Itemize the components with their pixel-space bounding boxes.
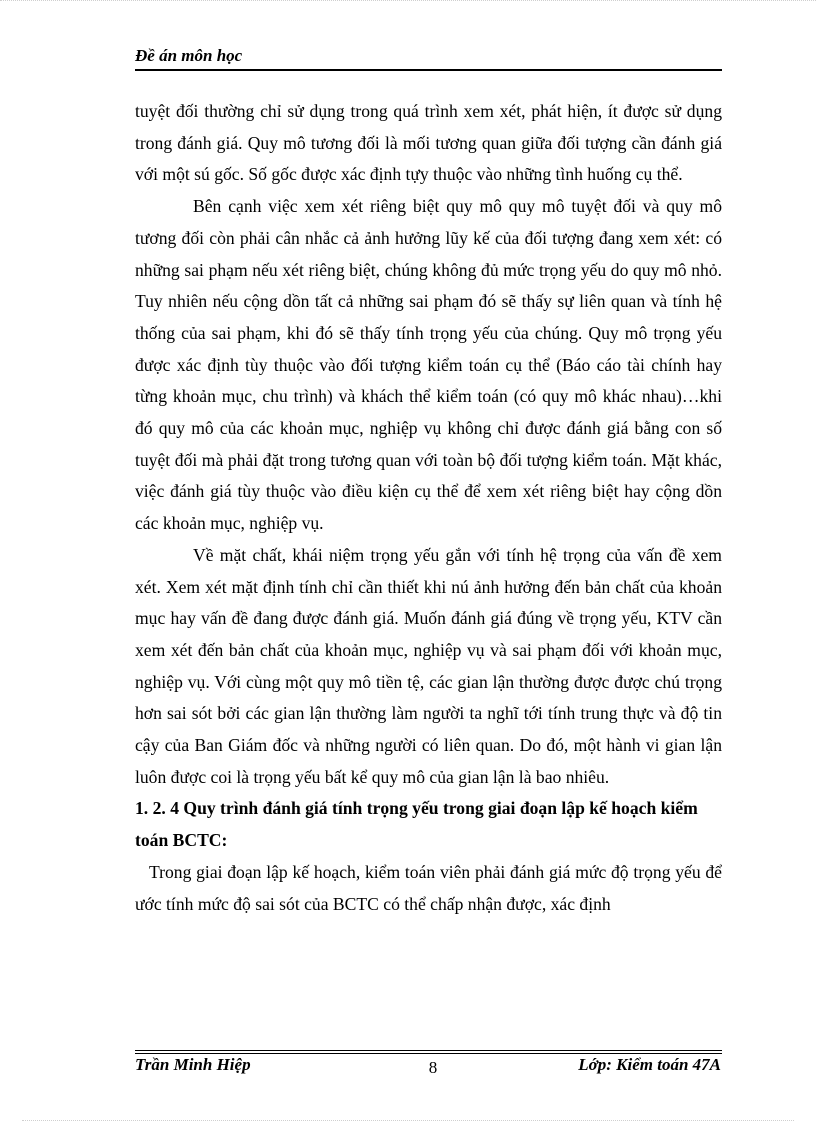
footer-rule-bottom (135, 1053, 722, 1054)
body-text (135, 96, 722, 920)
paragraph-planning: Trong giai đoạn lập kế hoạch, kiểm toán viên phải đánh giá mức độ trọng yếu để ước tính mức độ sai sót của BCTC có thể chấp nhận được, xác định (135, 861, 722, 914)
footer-class: Lớp: Kiểm toán 47A (578, 1055, 721, 1074)
paragraph-continuation: tuyệt đối thường chỉ sử dụng trong quá trình xem xét, phát hiện, ít được sử dụng trong đánh giá. Quy mô tương đối là mối tương quan giữa đối tượng cần đánh giá với một sú gốc. Số gốc được xác định tựy thuộc vào những tình huống cụ thể. (135, 101, 722, 185)
footer-rule-top (135, 1050, 722, 1051)
page-border-bottom (22, 1120, 794, 1121)
footer-author: Trần Minh Hiệp (135, 1055, 251, 1074)
section-heading: 1. 2. 4 Quy trình đánh giá tính trọng yếu trong giai đoạn lập kế hoạch kiểm toán BCTC: (135, 798, 698, 851)
header-rule (135, 69, 722, 71)
paragraph-cumulative-effect: Bên cạnh việc xem xét riêng biệt quy mô quy mô tuyệt đối và quy mô tương đối còn phải cân nhắc cả ảnh hưởng lũy kế của đối tượng đang xem xét: có những sai phạm nếu xét riêng biệt, chúng không đủ mức trọng yếu do quy mô nhỏ. Tuy nhiên nếu cộng dồn tất cả những sai phạm đó sẽ thấy sự liên quan và tính hệ thống của sai phạm, khi đó sẽ thấy tính trọng yếu của chúng. Quy mô trọng yếu được xác định tùy thuộc vào đối tượng kiểm toán cụ thể (Báo cáo tài chính hay từng khoản mục, chu trình) và khách thể kiểm toán (có quy mô khác nhau)…khi đó quy mô của các khoản mục, nghiệp vụ không chỉ được đánh giá bằng con số tuyệt đối mà phải đặt trong tương quan với toàn bộ đối tượng kiểm toán. Mặt khác, việc đánh giá tùy thuộc vào điều kiện cụ thể để xem xét riêng biệt hay cộng dồn các khoản mục, nghiệp vụ. (135, 196, 722, 534)
page-number: 8 (428, 1058, 438, 1077)
header-title: Đề án môn học (135, 46, 243, 65)
page-border-top (0, 0, 816, 1)
paragraph-qualitative: Về mặt chất, khái niệm trọng yếu gắn với tính hệ trọng của vấn đề xem xét. Xem xét mặt định tính chỉ cần thiết khi nú ảnh hưởng đến bản chất của khoản mục hay vấn đề đang được đánh giá. Muốn đánh giá đúng về trọng yếu, KTV cần xem xét đến bản chất của khoản mục, nghiệp vụ và sai phạm đối với khoản mục, nghiệp vụ. Với cùng một quy mô tiền tệ, các gian lận thường được được chú trọng hơn sai sót bởi các gian lận thường làm người ta nghĩ tới tính trung thực và độ tin cậy của Ban Giám đốc và những người có liên quan. Do đó, một hành vi gian lận luôn được coi là trọng yếu bất kể quy mô của gian lận là bao nhiêu. (135, 544, 722, 787)
